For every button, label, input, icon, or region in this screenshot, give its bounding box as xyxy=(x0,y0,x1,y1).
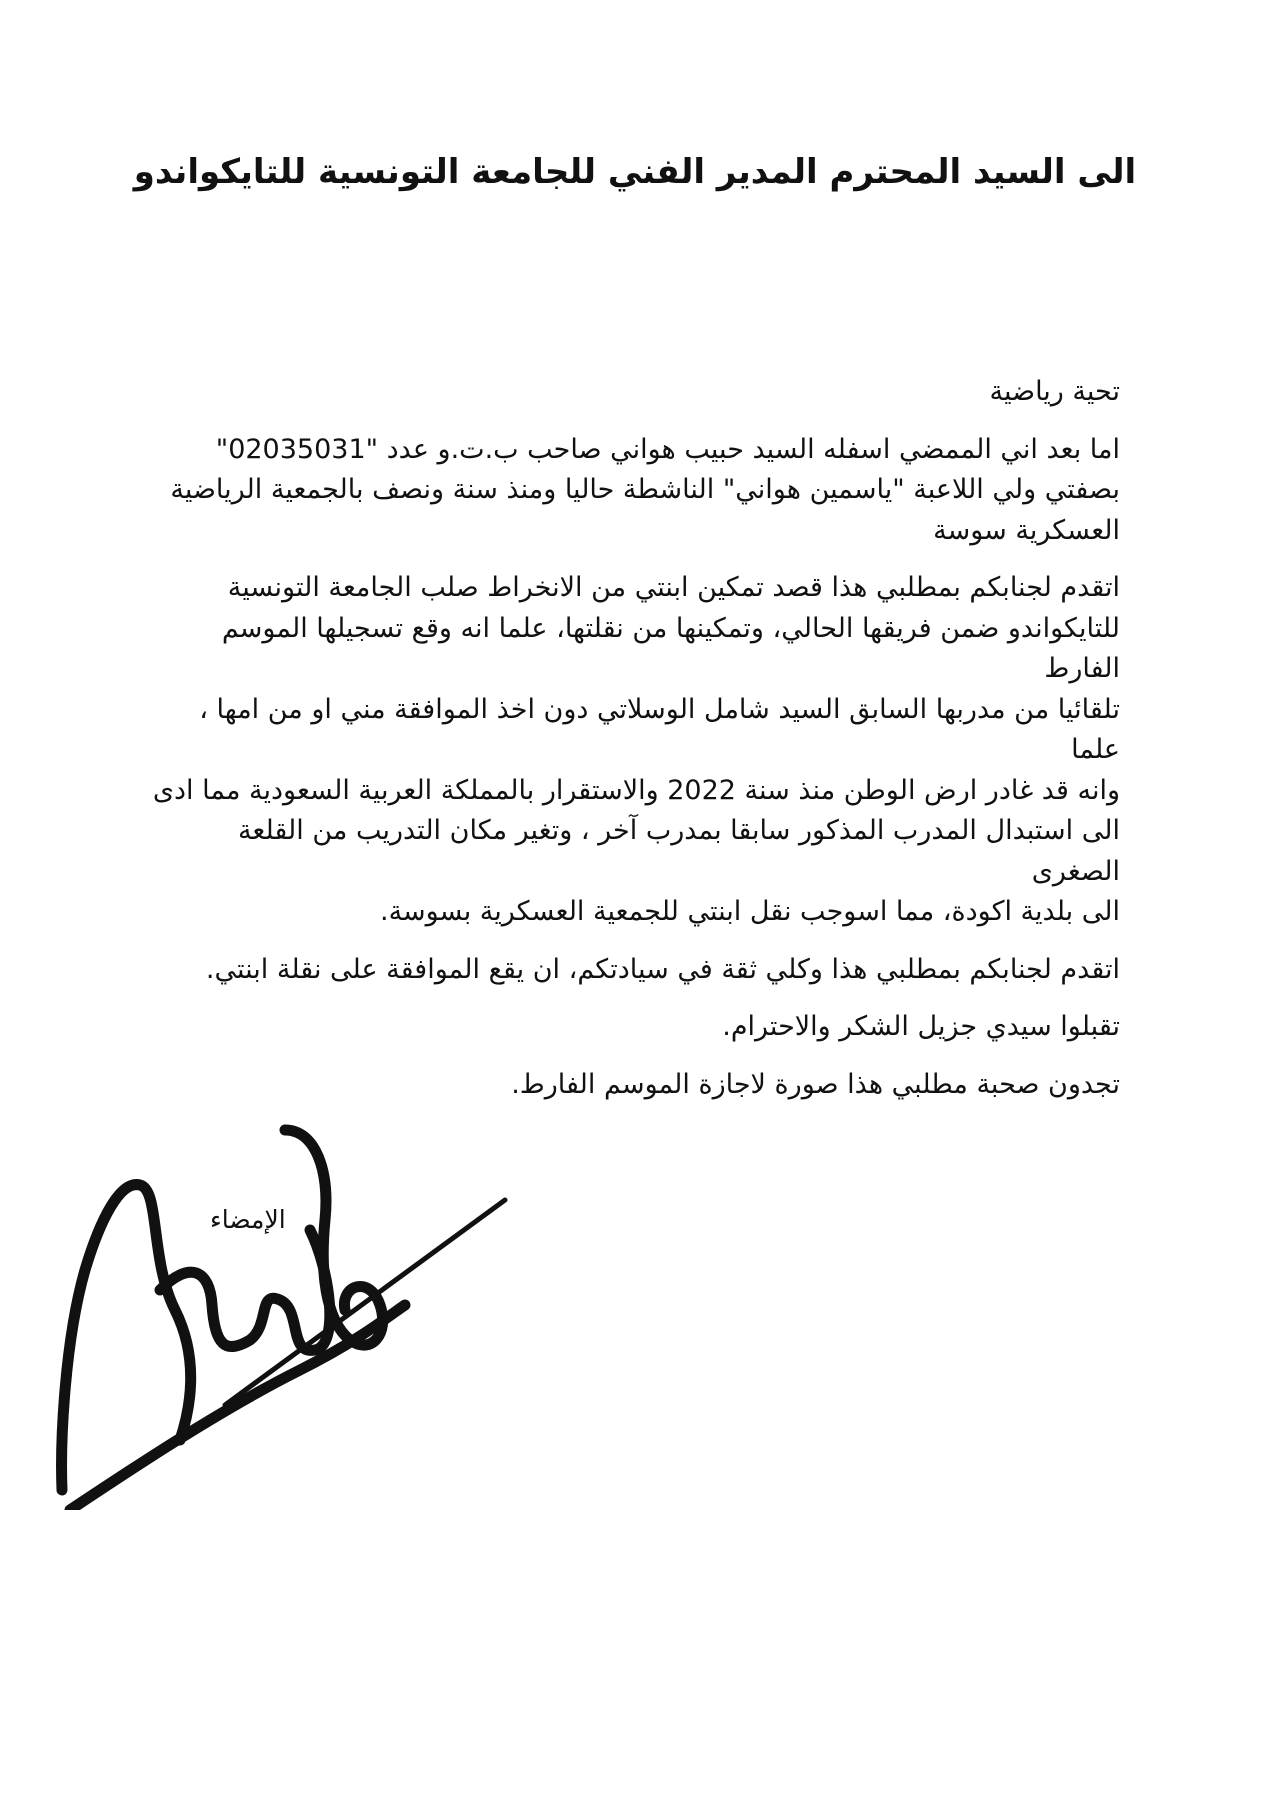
greeting: تحية رياضية xyxy=(989,376,1120,407)
letter-body xyxy=(145,372,1120,1122)
paragraph-appeal: اتقدم لجنابكم بمطلبي هذا وكلي ثقة في سيادتكم، ان يقع الموافقة على نقلة ابنتي. xyxy=(205,953,1120,985)
signature-label: الإمضاء xyxy=(210,1205,286,1234)
paragraph-request: اتقدم لجنابكم بمطلبي هذا قصد تمكين ابنتي من الانخراط صلب الجامعة التونسية للتايكواندو ضمن فريقها الحالي، وتمكينها من نقلتها، علما انه وقع تسجيلها الموسم الفارط تلقائيا من مدربها السابق السيد شامل الوسلاتي دون اخذ الموافقة مني او من امها ، علما وانه قد غادر ارض الوطن منذ سنة 2022 والاستقرار بالمملكة العربية السعودية مما ادى الى استبدال المدرب المذكور سابقا بمدرب آخر ، وتغير مكان التدريب من القلعة الصغرى الى بلدية اكودة، مما اسوجب نقل ابنتي للجمعية العسكرية بسوسة. xyxy=(152,572,1120,927)
paragraph-intro: اما بعد اني الممضي اسفله السيد حبيب هواني صاحب ب.ت.و عدد "02035031" بصفتي ولي اللاعبة "ياسمين هواني" الناشطة حاليا ومنذ سنة ونصف بالجمعية الرياضية العسكرية سوسة xyxy=(170,433,1120,546)
signature-block xyxy=(40,1110,520,1510)
paragraph-attachment: تجدون صحبة مطلبي هذا صورة لاجازة الموسم الفارط. xyxy=(511,1068,1120,1100)
letter-title: الى السيد المحترم المدير الفني للجامعة التونسية للتايكواندو xyxy=(133,152,1137,192)
paragraph-thanks: تقبلوا سيدي جزيل الشكر والاحترام. xyxy=(722,1011,1120,1042)
handwritten-signature xyxy=(40,1110,520,1510)
